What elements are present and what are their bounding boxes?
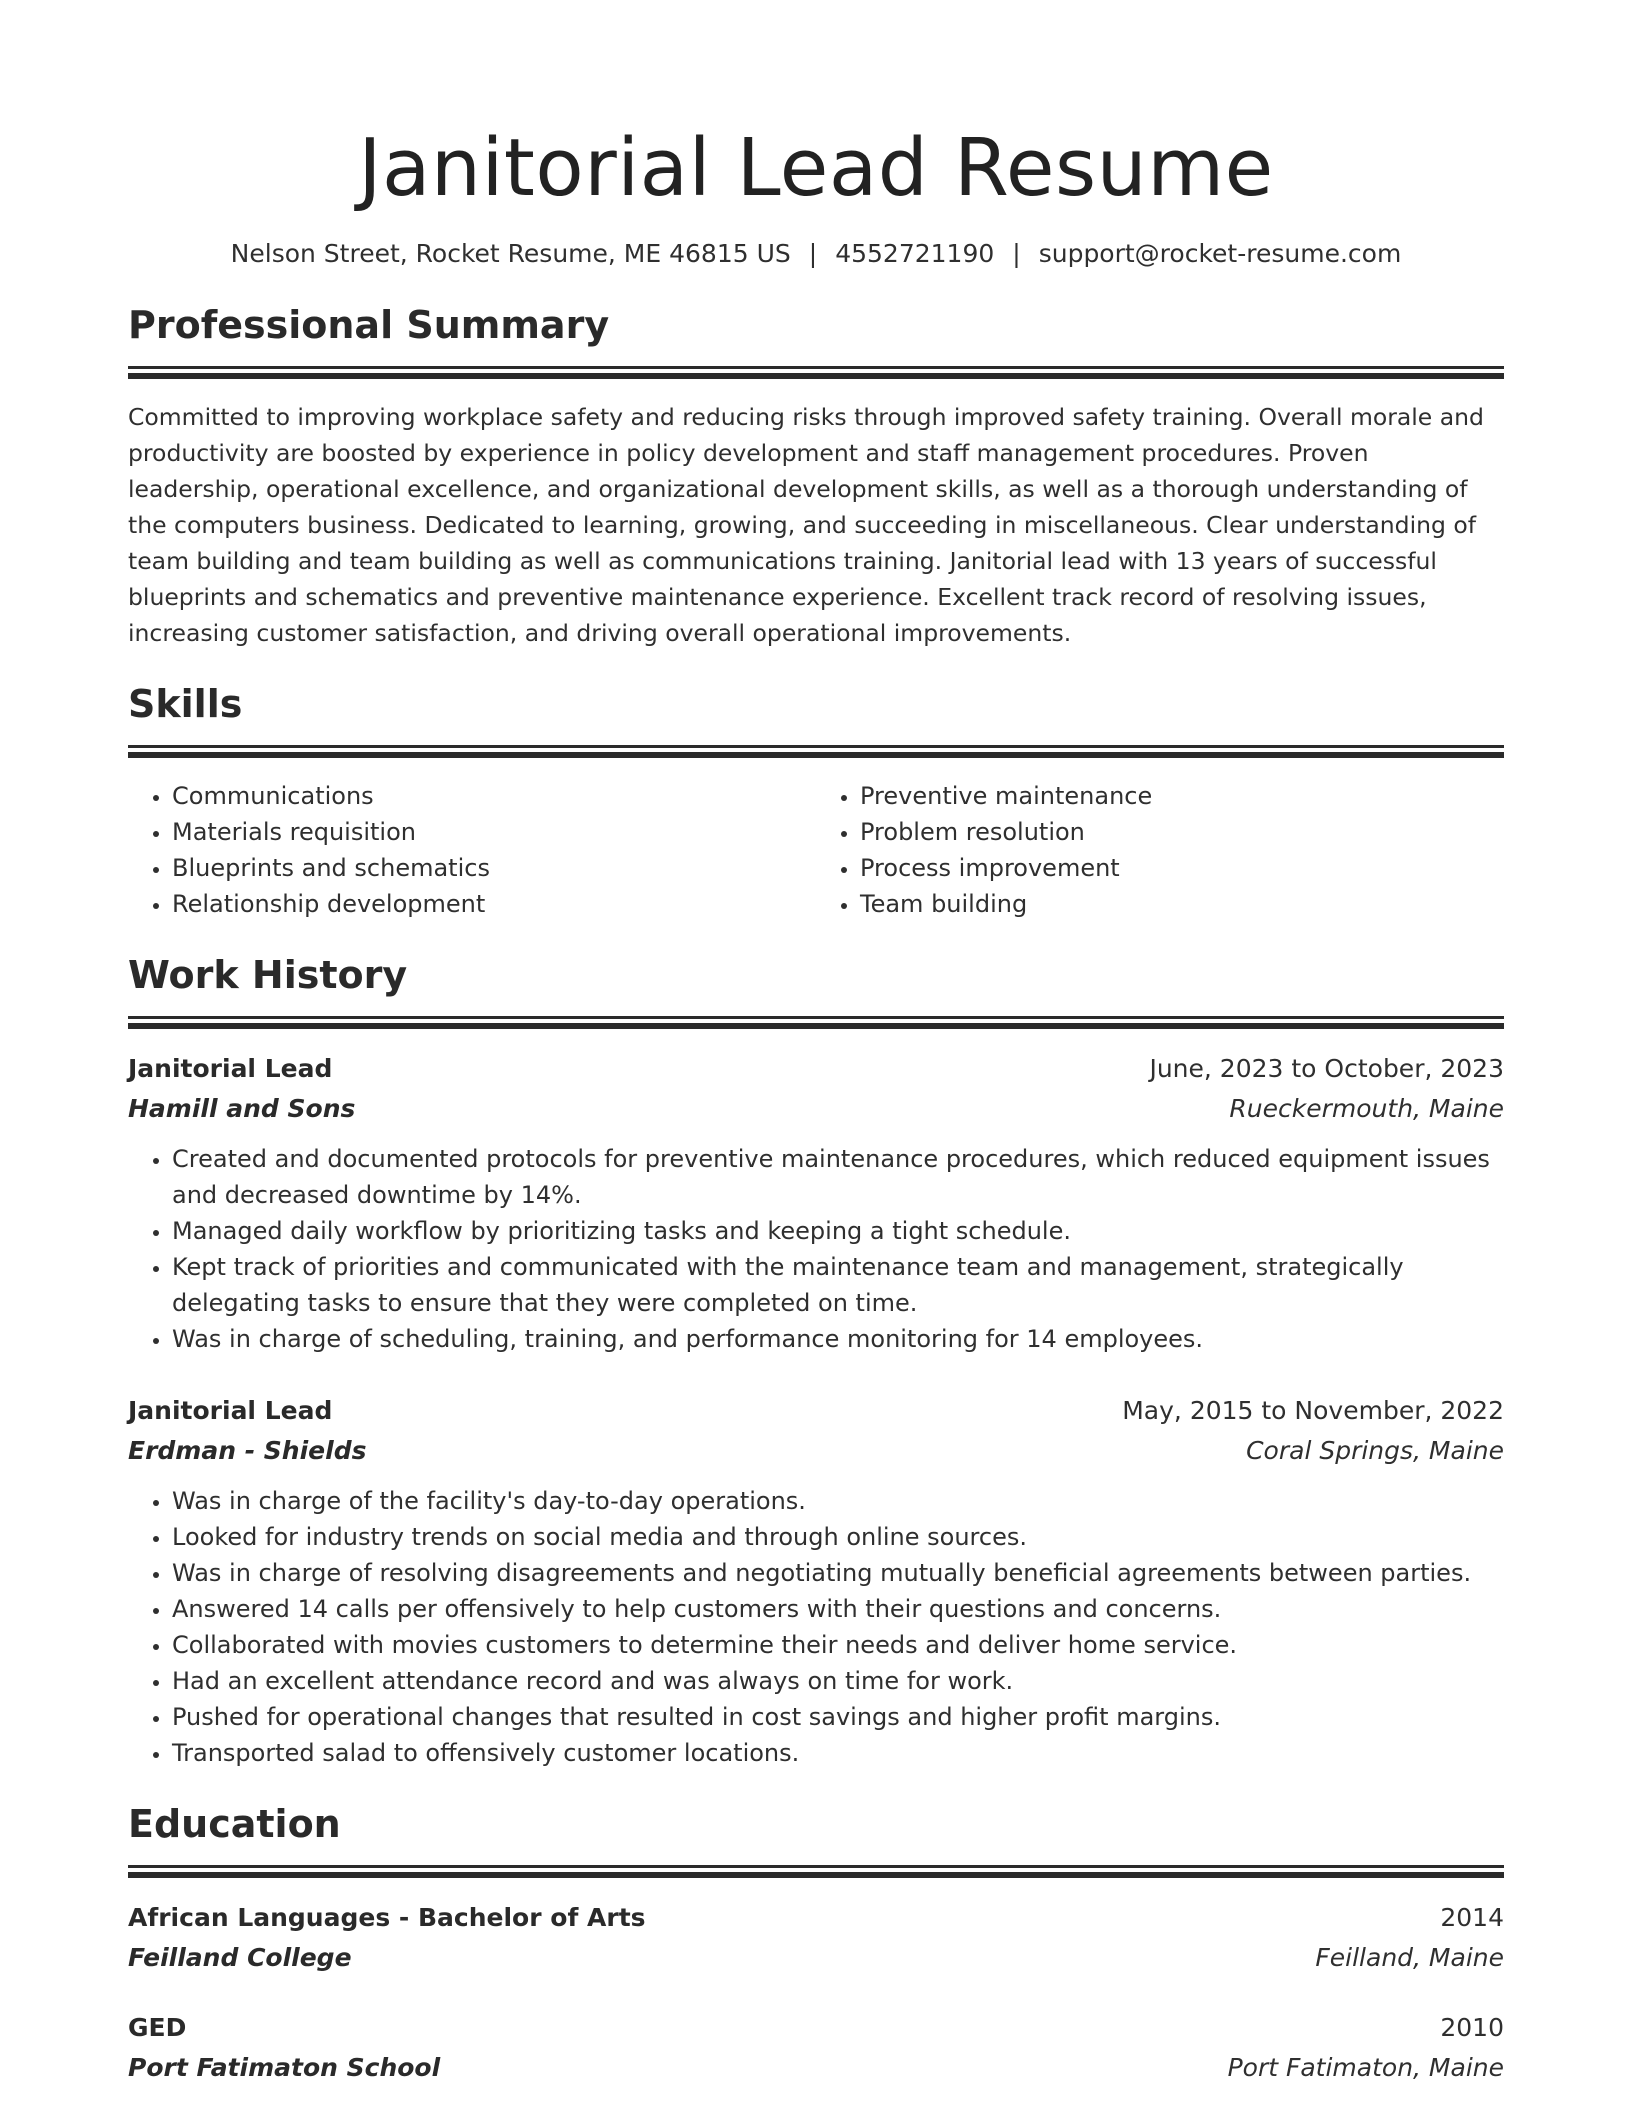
job-title: Janitorial Lead <box>128 1396 333 1425</box>
job-bullet: • Created and documented protocols for preventive maintenance procedures, which reduced equipment issues and decreased downtime by 14%. <box>172 1141 1504 1213</box>
skills-list <box>128 778 1504 922</box>
section-divider <box>128 1016 1504 1019</box>
skills-section <box>128 681 1504 922</box>
contact-separator: | <box>808 239 818 268</box>
degree-name: GED <box>128 2013 187 2042</box>
job-bullet: • Was in charge of resolving disagreements and negotiating mutually beneficial agreements between parties. <box>172 1555 1504 1591</box>
resume-title: Janitorial Lead Resume <box>358 122 1274 214</box>
job-bullets <box>128 1141 1504 1357</box>
graduation-year: 2010 <box>1440 2013 1504 2042</box>
company-name: Hamill and Sons <box>128 1094 356 1123</box>
school-name: Port Fatimaton School <box>128 2053 441 2082</box>
contact-separator: | <box>1012 239 1021 268</box>
skill-item: • Team building <box>860 886 1504 922</box>
school-location: Feilland, Maine <box>1315 1943 1504 1972</box>
job-title: Janitorial Lead <box>128 1054 333 1083</box>
job-bullet: • Looked for industry trends on social media and through online sources. <box>172 1519 1504 1555</box>
contact-phone: 4552721190 <box>835 239 995 268</box>
contact-email: support@rocket-resume.com <box>1038 239 1402 268</box>
graduation-year: 2014 <box>1440 1903 1504 1932</box>
job-bullet: • Had an excellent attendance record and was always on time for work. <box>172 1663 1504 1699</box>
job-bullet: • Pushed for operational changes that resulted in cost savings and higher profit margins. <box>172 1699 1504 1735</box>
education-section <box>128 1801 1504 2088</box>
job-bullet: • Was in charge of scheduling, training, and performance monitoring for 14 employees. <box>172 1321 1504 1357</box>
school-name: Feilland College <box>128 1943 352 1972</box>
section-heading: Work History <box>128 953 408 997</box>
job-bullet: • Transported salad to offensively customer locations. <box>172 1735 1504 1771</box>
school-location: Port Fatimaton, Maine <box>1227 2053 1504 2082</box>
section-divider <box>128 366 1504 369</box>
job-bullet: • Collaborated with movies customers to determine their needs and deliver home service. <box>172 1627 1504 1663</box>
job-entry <box>128 1049 1504 1357</box>
resume-content <box>128 118 1504 2088</box>
contact-address: Nelson Street, Rocket Resume, ME 46815 US <box>230 239 791 268</box>
skill-item: • Materials requisition <box>172 814 816 850</box>
skill-item: • Problem resolution <box>860 814 1504 850</box>
job-bullet: • Kept track of priorities and communicated with the maintenance team and management, strategically delegating tasks to ensure that they were completed on time. <box>172 1249 1504 1321</box>
section-heading: Skills <box>128 682 243 726</box>
degree-name: African Languages - Bachelor of Arts <box>128 1903 646 1932</box>
section-heading: Education <box>128 1802 341 1846</box>
section-divider <box>128 1865 1504 1868</box>
job-dates: June, 2023 to October, 2023 <box>1149 1054 1504 1083</box>
skills-column-right <box>816 778 1504 922</box>
job-location: Rueckermouth, Maine <box>1229 1094 1504 1123</box>
contact-line <box>128 236 1504 272</box>
job-dates: May, 2015 to November, 2022 <box>1122 1396 1504 1425</box>
section-heading: Professional Summary <box>128 303 610 347</box>
job-bullets <box>128 1483 1504 1771</box>
skill-item: • Relationship development <box>172 886 816 922</box>
skills-column-left <box>128 778 816 922</box>
job-bullet: • Managed daily workflow by prioritizing tasks and keeping a tight schedule. <box>172 1213 1504 1249</box>
skill-item: • Blueprints and schematics <box>172 850 816 886</box>
section-divider <box>128 745 1504 748</box>
skill-item: • Process improvement <box>860 850 1504 886</box>
job-location: Coral Springs, Maine <box>1246 1436 1504 1465</box>
job-entry <box>128 1391 1504 1771</box>
education-entry <box>128 2008 1504 2088</box>
education-entry <box>128 1898 1504 1978</box>
summary-section <box>128 302 1504 651</box>
job-bullet: • Answered 14 calls per offensively to help customers with their questions and concerns. <box>172 1591 1504 1627</box>
job-bullet: • Was in charge of the facility's day-to-day operations. <box>172 1483 1504 1519</box>
company-name: Erdman - Shields <box>128 1436 367 1465</box>
skill-item: • Communications <box>172 778 816 814</box>
skill-item: • Preventive maintenance <box>860 778 1504 814</box>
work-history-section <box>128 952 1504 1771</box>
summary-text: Committed to improving workplace safety and reducing risks through improved safety training. Overall morale and productivity are boosted by experience in policy development and staff management procedures. Proven leadership, operational excellence, and organizational development skills, as well as a thorough understanding of the computers business. Dedicated to learning, growing, and succeeding in miscellaneous. Clear understanding of team building and team building as well as communications training. Janitorial lead with 13 years of successful blueprints and schematics and preventive maintenance experience. Excellent track record of resolving issues, increasing customer satisfaction, and driving overall operational improvements. <box>128 403 1484 647</box>
